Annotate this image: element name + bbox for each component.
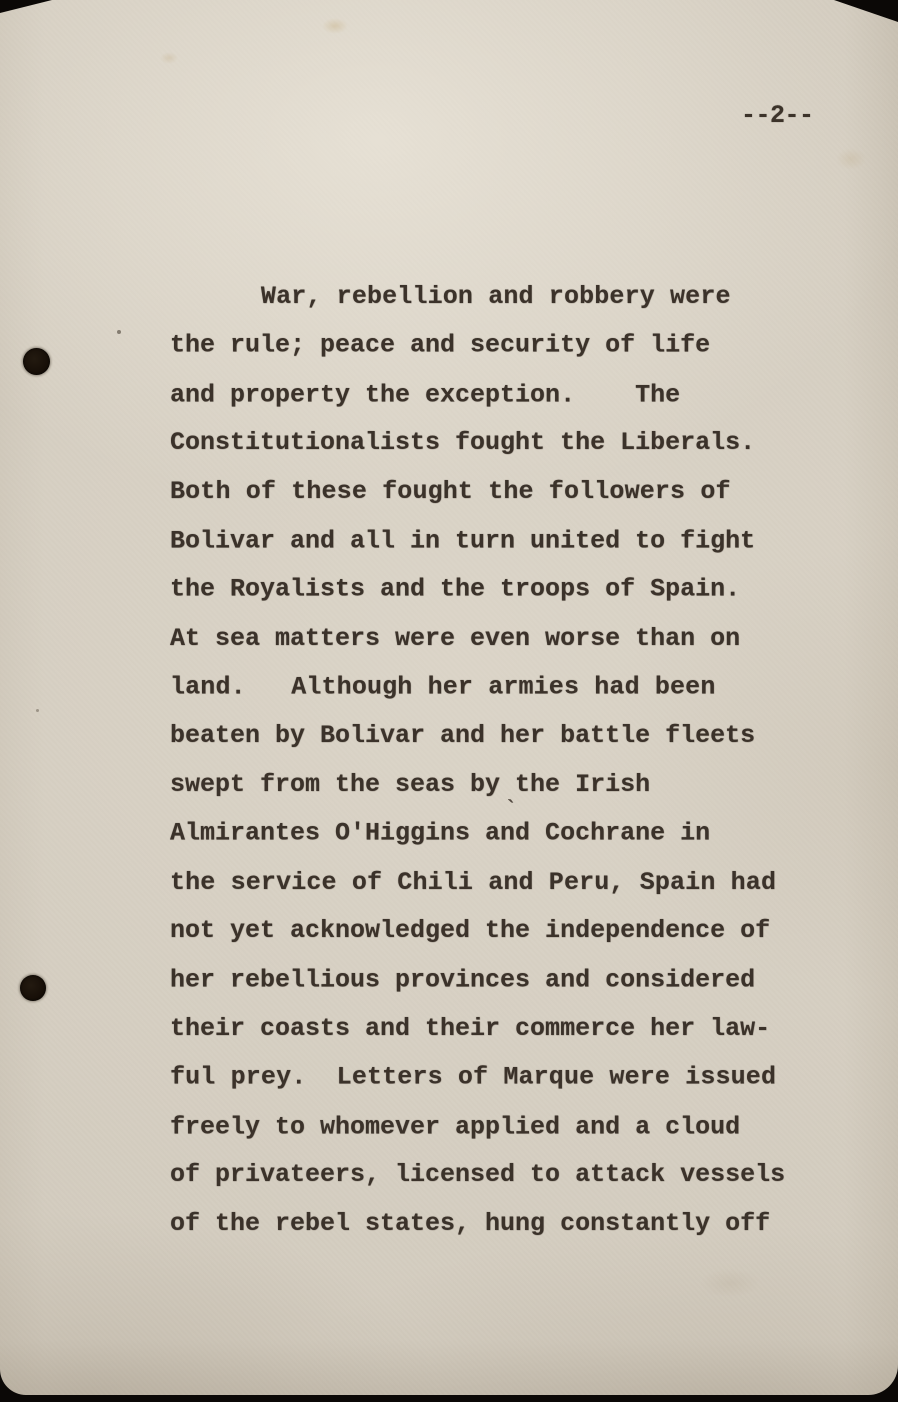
typed-line: War, rebellion and robbery were <box>170 282 731 311</box>
hole-punch-bottom <box>20 975 46 1001</box>
paper-stain <box>836 148 866 170</box>
paper-stain <box>322 18 348 34</box>
typed-line: her rebellious provinces and considered <box>170 965 756 995</box>
typed-line: the Royalists and the troops of Spain. <box>170 574 741 604</box>
ink-speck <box>36 709 39 712</box>
typed-line: and property the exception. The <box>170 379 681 409</box>
typed-line: Both of these fought the followers of <box>170 477 731 507</box>
typed-line: their coasts and their commerce her law- <box>170 1013 771 1043</box>
typed-line: freely to whomever applied and a cloud <box>170 1111 741 1141</box>
paper-stain <box>160 52 178 64</box>
page-number: --2-- <box>741 101 814 130</box>
typed-line: At sea matters were even worse than on <box>170 623 741 653</box>
typed-line: land. Although her armies had been <box>170 672 716 702</box>
paper-stain <box>700 1268 760 1298</box>
typed-line: the service of Chili and Peru, Spain had <box>170 867 777 897</box>
stray-ink-mark: ` <box>501 796 518 823</box>
typed-line: Constitutionalists fought the Liberals. <box>170 428 756 458</box>
typed-line: the rule; peace and security of life <box>170 330 711 360</box>
typed-line: swept from the seas by the Irish <box>170 769 651 799</box>
typed-line: not yet acknowledged the independence of <box>170 916 771 946</box>
typed-line: Bolivar and all in turn united to fight <box>170 526 756 556</box>
typed-line: ful prey. Letters of Marque were issued <box>170 1062 777 1092</box>
typed-line: beaten by Bolivar and her battle fleets <box>170 721 756 751</box>
typed-line: of the rebel states, hung constantly off <box>170 1209 771 1239</box>
typed-paragraph <box>170 273 830 1249</box>
typed-line: Almirantes O'Higgins and Cochrane in <box>170 818 711 848</box>
ink-speck <box>117 330 121 334</box>
typed-line: of privateers, licensed to attack vessels <box>170 1160 786 1190</box>
hole-punch-top <box>23 348 50 375</box>
